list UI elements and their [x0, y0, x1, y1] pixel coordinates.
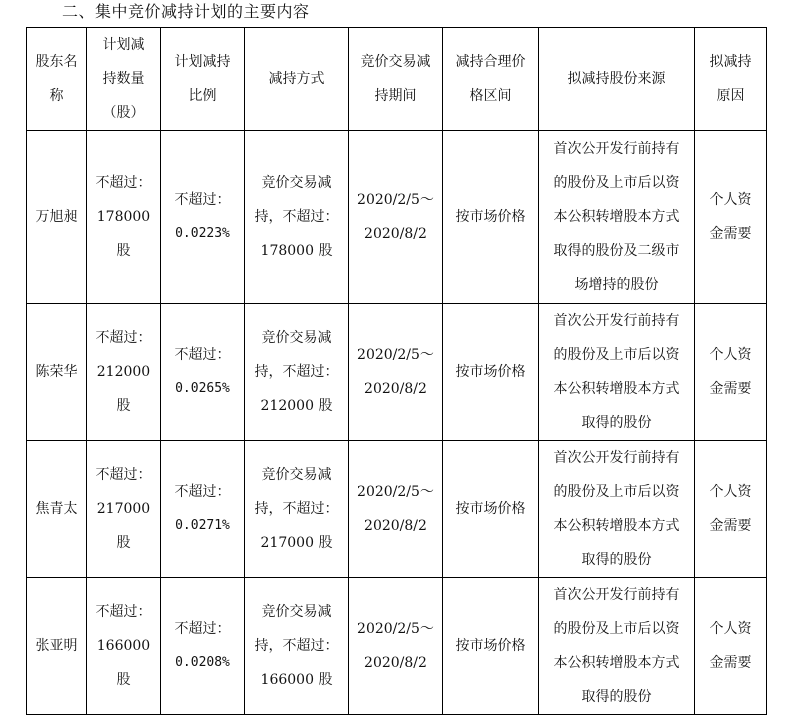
cell-line: 166000 股 — [260, 672, 333, 688]
cell-line: 首次公开发行前持有 — [553, 587, 680, 603]
cell-line: 取得的股份 — [581, 689, 652, 705]
cell-line: 首次公开发行前持有 — [553, 450, 680, 466]
cell-price-range: 按市场价格 — [443, 304, 539, 441]
cell-line: 的股份及上市后以资 — [553, 484, 680, 500]
cell-line: 212000 — [96, 364, 151, 380]
cell-line: 股 — [116, 672, 131, 688]
cell-line: 金需要 — [709, 518, 752, 534]
cell-line: 不超过： — [174, 484, 231, 500]
cell-reduction-method — [245, 578, 349, 715]
cell-line: 金需要 — [709, 655, 752, 671]
cell-price-range: 按市场价格 — [443, 578, 539, 715]
header-line: 比例 — [188, 88, 217, 104]
cell-line: 2020/2/5～ — [357, 192, 434, 208]
cell-line: 个人资 — [709, 621, 752, 637]
cell-share-source — [539, 131, 695, 304]
cell-line: 不超过： — [95, 330, 152, 346]
cell-line: 持，不超过： — [254, 501, 339, 517]
header-share-source — [539, 28, 695, 131]
header-line: 计划减持 — [174, 54, 231, 70]
header-price-range — [443, 28, 539, 131]
cell-line: 0.0223% — [175, 226, 230, 241]
header-line: 原因 — [716, 88, 745, 104]
header-line: 竞价交易减 — [360, 54, 431, 70]
cell-reason — [695, 578, 767, 715]
cell-line: 2020/2/5～ — [357, 484, 434, 500]
cell-line: 取得的股份 — [581, 552, 652, 568]
cell-line: 2020/8/2 — [364, 381, 427, 397]
cell-reason — [695, 131, 767, 304]
header-shareholder-name — [27, 28, 87, 131]
table-header — [27, 28, 767, 131]
cell-reduction-period — [349, 304, 443, 441]
cell-shareholder-name: 焦青太 — [27, 441, 87, 578]
cell-line: 217000 股 — [260, 535, 333, 551]
cell-line: 不超过： — [174, 347, 231, 363]
cell-line: 2020/2/5～ — [357, 347, 434, 363]
reduction-plan-table — [26, 27, 767, 715]
cell-planned-quantity — [87, 131, 161, 304]
cell-planned-quantity — [87, 304, 161, 441]
header-line: 拟减持股份来源 — [567, 71, 666, 87]
header-line: 格区间 — [469, 88, 512, 104]
header-line: 称 — [49, 88, 64, 104]
cell-line: 的股份及上市后以资 — [553, 347, 680, 363]
section-title: 二、集中竞价减持计划的主要内容 — [62, 2, 310, 21]
cell-line: 212000 股 — [260, 398, 333, 414]
cell-reduction-period — [349, 578, 443, 715]
table-row — [27, 131, 767, 304]
cell-line: 的股份及上市后以资 — [553, 621, 680, 637]
cell-line: 个人资 — [709, 347, 752, 363]
cell-planned-quantity — [87, 441, 161, 578]
cell-line: 2020/8/2 — [364, 518, 427, 534]
cell-line: 个人资 — [709, 484, 752, 500]
cell-line: 2020/8/2 — [364, 226, 427, 242]
cell-shareholder-name: 陈荣华 — [27, 304, 87, 441]
cell-line: 0.0271% — [175, 518, 230, 533]
cell-line: 178000 — [96, 209, 151, 225]
cell-line: 2020/2/5～ — [357, 621, 434, 637]
cell-reduction-period — [349, 441, 443, 578]
cell-share-source — [539, 578, 695, 715]
cell-line: 股 — [116, 535, 131, 551]
cell-share-source — [539, 304, 695, 441]
cell-line: 首次公开发行前持有 — [553, 313, 680, 329]
header-row — [27, 28, 767, 131]
table-row — [27, 441, 767, 578]
cell-line: 持，不超过： — [254, 209, 339, 225]
cell-line: 竞价交易减 — [261, 467, 332, 483]
cell-line: 本公积转增股本方式 — [553, 381, 680, 397]
cell-line: 取得的股份及二级市 — [553, 243, 680, 259]
cell-line: 竞价交易减 — [261, 330, 332, 346]
header-line: （股） — [102, 105, 145, 121]
cell-line: 2020/8/2 — [364, 655, 427, 671]
header-line: 持期间 — [374, 88, 417, 104]
cell-line: 持，不超过： — [254, 638, 339, 654]
header-line: 股东名 — [35, 54, 78, 70]
cell-shareholder-name: 万旭昶 — [27, 131, 87, 304]
cell-line: 竞价交易减 — [261, 604, 332, 620]
cell-line: 竞价交易减 — [261, 175, 332, 191]
header-line: 减持方式 — [268, 71, 325, 87]
cell-line: 的股份及上市后以资 — [553, 175, 680, 191]
cell-reduction-method — [245, 304, 349, 441]
cell-price-range: 按市场价格 — [443, 131, 539, 304]
cell-line: 0.0265% — [175, 381, 230, 396]
cell-line: 金需要 — [709, 381, 752, 397]
cell-line: 取得的股份 — [581, 415, 652, 431]
cell-reduction-method — [245, 441, 349, 578]
cell-line: 不超过： — [95, 175, 152, 191]
cell-line: 178000 股 — [260, 243, 333, 259]
cell-line: 首次公开发行前持有 — [553, 141, 680, 157]
cell-line: 本公积转增股本方式 — [553, 655, 680, 671]
header-reduction-method — [245, 28, 349, 131]
cell-line: 股 — [116, 243, 131, 259]
cell-planned-ratio — [161, 304, 245, 441]
cell-shareholder-name: 张亚明 — [27, 578, 87, 715]
header-planned-quantity — [87, 28, 161, 131]
cell-share-source — [539, 441, 695, 578]
header-planned-ratio — [161, 28, 245, 131]
cell-line: 不超过： — [95, 604, 152, 620]
cell-reduction-period — [349, 131, 443, 304]
header-reduction-period — [349, 28, 443, 131]
header-line: 减持合理价 — [455, 54, 526, 70]
cell-line: 个人资 — [709, 192, 752, 208]
header-reason — [695, 28, 767, 131]
cell-line: 金需要 — [709, 226, 752, 242]
cell-price-range: 按市场价格 — [443, 441, 539, 578]
cell-reduction-method — [245, 131, 349, 304]
cell-line: 不超过： — [95, 467, 152, 483]
cell-line: 本公积转增股本方式 — [553, 209, 680, 225]
cell-reason — [695, 304, 767, 441]
cell-line: 166000 — [96, 638, 151, 654]
header-line: 计划减 — [102, 37, 145, 53]
cell-line: 股 — [116, 398, 131, 414]
cell-line: 场增持的股份 — [574, 277, 659, 293]
cell-planned-ratio — [161, 441, 245, 578]
cell-line: 不超过： — [174, 192, 231, 208]
cell-planned-quantity — [87, 578, 161, 715]
cell-planned-ratio — [161, 131, 245, 304]
table-row — [27, 578, 767, 715]
table-row — [27, 304, 767, 441]
cell-line: 0.0208% — [175, 655, 230, 670]
cell-line: 217000 — [96, 501, 151, 517]
header-line: 拟减持 — [709, 54, 752, 70]
header-line: 持数量 — [102, 71, 145, 87]
cell-line: 不超过： — [174, 621, 231, 637]
cell-line: 本公积转增股本方式 — [553, 518, 680, 534]
table-body — [27, 131, 767, 715]
cell-reason — [695, 441, 767, 578]
cell-line: 持，不超过： — [254, 364, 339, 380]
cell-planned-ratio — [161, 578, 245, 715]
